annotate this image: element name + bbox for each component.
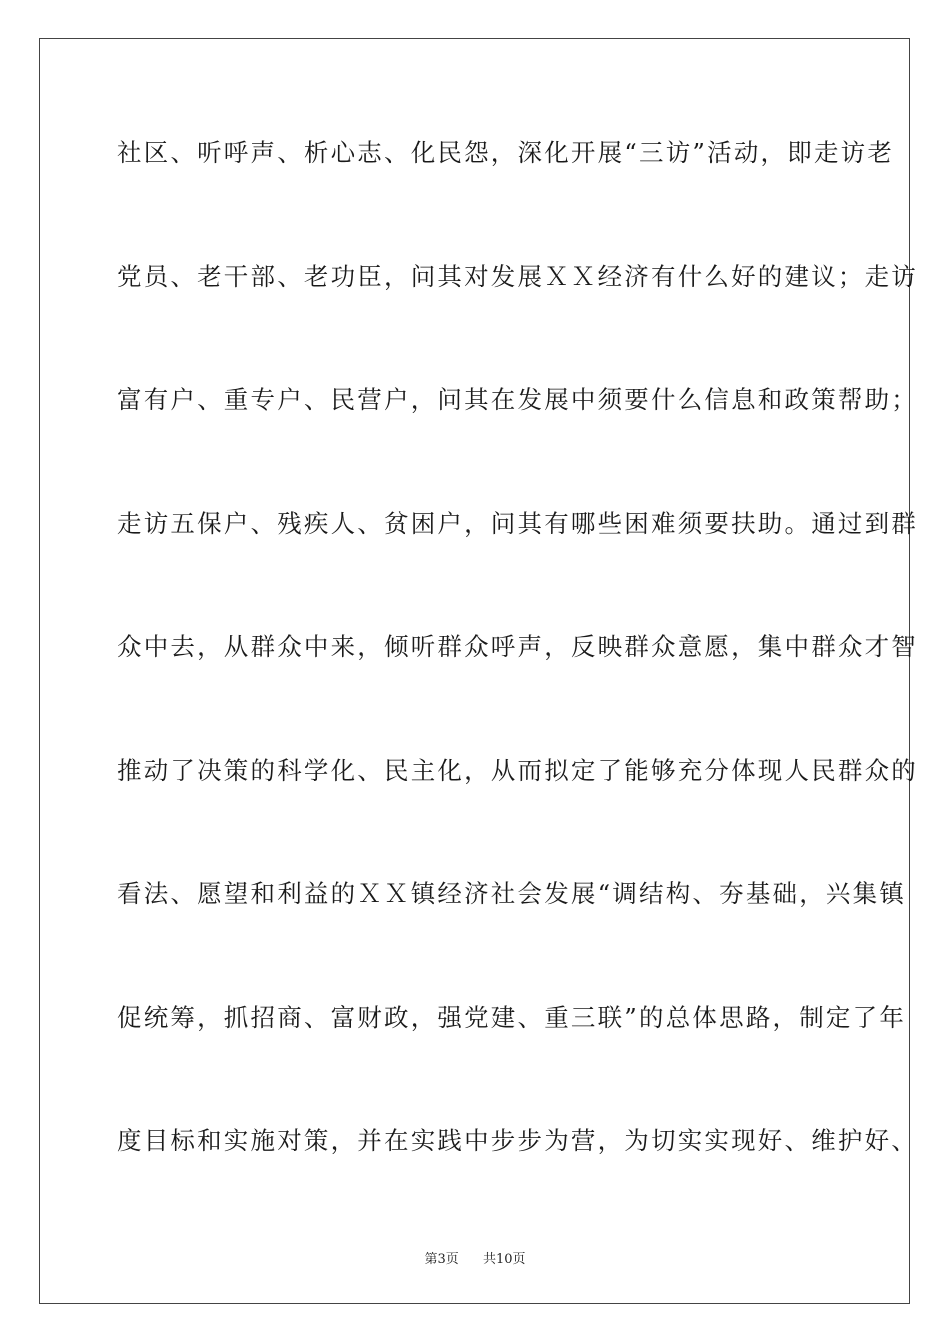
text-line: 促统筹，抓招商、富财政，强党建、重三联”的总体思路，制定了年: [117, 1002, 907, 1032]
text-line: 富有户、重专户、民营户，问其在发展中须要什么信息和政策帮助；: [117, 385, 918, 414]
page-number: 第3页: [424, 1252, 459, 1267]
page-total: 共10页: [483, 1252, 526, 1267]
text-line: 众中去，从群众中来，倾听群众呼声，反映群众意愿，集中群众才智: [117, 632, 918, 661]
text-line: 党员、老干部、老功臣，问其对发展ＸＸ经济有什么好的建议；走访: [117, 261, 918, 291]
text-line: 社区、听呼声、析心志、化民怨，深化开展“三访”活动，即走访老: [117, 138, 895, 167]
text-line: 看法、愿望和利益的ＸＸ镇经济社会发展“调结构、夯基础，兴集镇: [117, 879, 907, 908]
text-line: 度目标和实施对策，并在实践中步步为营，为切实实现好、维护好、: [117, 1126, 918, 1155]
document-body: [117, 125, 918, 1237]
text-line: 推动了决策的科学化、民主化，从而拟定了能够充分体现人民群众的: [117, 755, 918, 785]
page-footer: [0, 1248, 950, 1267]
text-line: 走访五保户、残疾人、贫困户，问其有哪些困难须要扶助。通过到群: [117, 508, 918, 538]
